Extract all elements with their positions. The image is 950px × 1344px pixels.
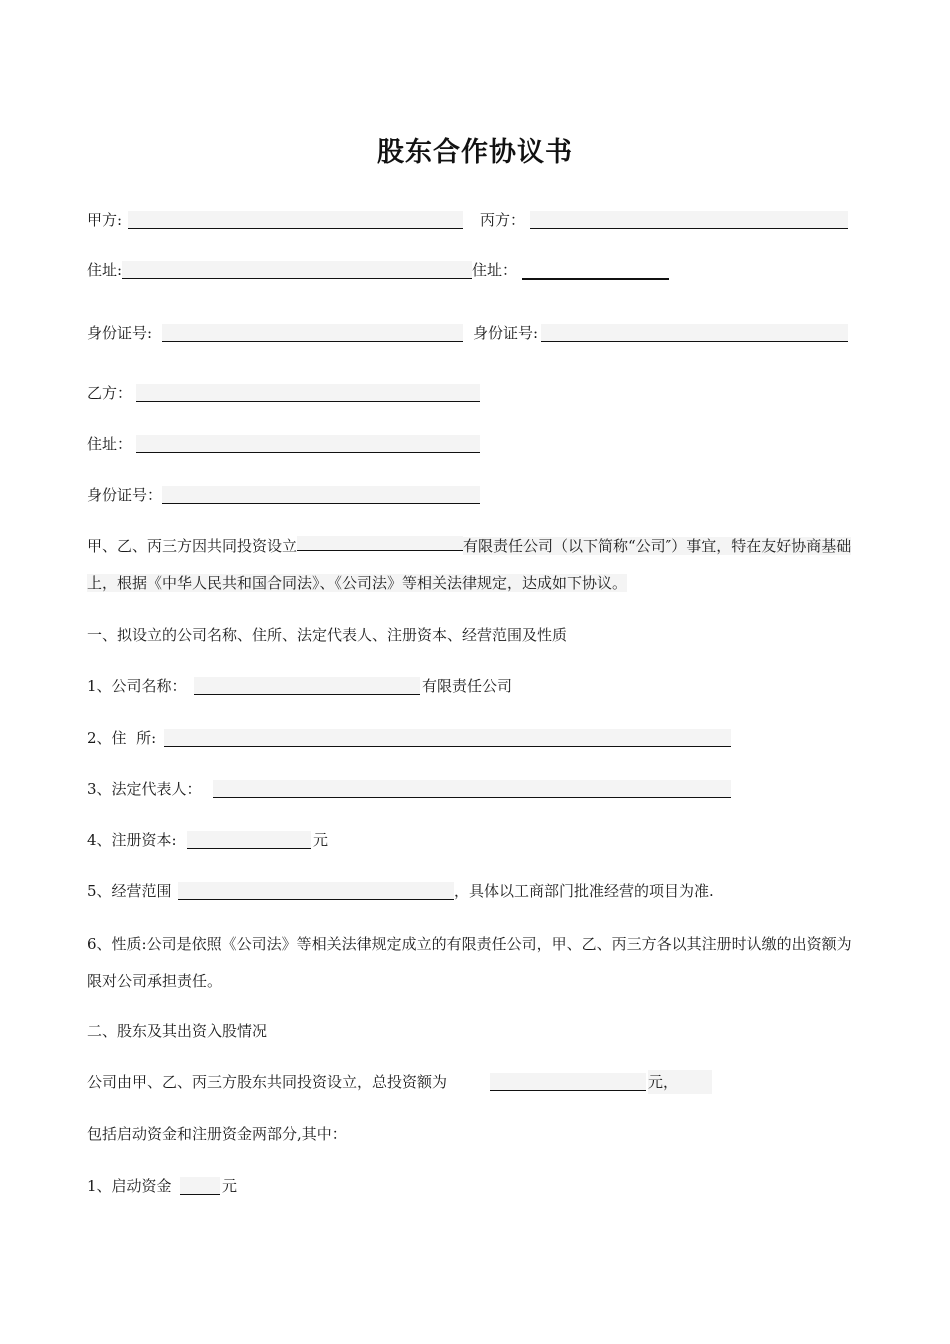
party-c-address-label: 住址： — [472, 261, 518, 279]
party-b-name-field[interactable] — [136, 384, 480, 402]
id-row-a-c — [87, 321, 862, 345]
startup-capital-label: 1、启动资金 — [87, 1177, 172, 1195]
nature-paragraph: 6、性质:公司是依照《公司法》等相关法律规定成立的有限责任公司，甲、乙、丙三方各以其注册时认缴的出资额为限对公司承担责任。 — [87, 935, 852, 990]
total-investment-field[interactable] — [490, 1073, 646, 1091]
document-title: 股东合作协议书 — [377, 137, 573, 168]
registered-capital-row — [87, 828, 387, 852]
company-name-suffix: 有限责任公司 — [422, 677, 513, 695]
company-address-field[interactable] — [164, 729, 731, 747]
party-a-address-label: 住址: — [87, 261, 123, 279]
company-name-blank[interactable] — [297, 536, 463, 551]
business-scope-label: 5、经营范围 — [87, 882, 172, 900]
business-scope-row — [87, 879, 862, 903]
party-b-address-field[interactable] — [136, 435, 480, 453]
registered-capital-field[interactable] — [187, 831, 311, 849]
legal-rep-label: 3、法定代表人： — [87, 780, 202, 798]
company-name-label: 1、公司名称： — [87, 677, 187, 695]
party-b-row — [87, 381, 487, 405]
section1-heading: 一、拟设立的公司名称、住所、法定代表人、注册资本、经营范围及性质 — [87, 626, 568, 644]
startup-capital-suffix: 元 — [222, 1177, 238, 1195]
party-b-address-row — [87, 432, 487, 456]
party-a-id-label: 身份证号: — [87, 324, 153, 342]
party-a-c-row — [87, 208, 862, 232]
business-scope-field[interactable] — [178, 882, 454, 900]
company-address-row — [87, 726, 747, 750]
section2-heading: 二、股东及其出资入股情况 — [87, 1022, 268, 1040]
company-name-field[interactable] — [194, 677, 420, 695]
party-c-label: 丙方： — [480, 211, 526, 229]
intro-paragraph — [87, 528, 862, 602]
party-c-name-field[interactable] — [530, 211, 848, 229]
total-investment-suffix: 元， — [648, 1070, 712, 1094]
party-c-address-field[interactable] — [522, 261, 669, 280]
company-name-row — [87, 674, 587, 698]
party-b-address-label: 住址： — [87, 435, 133, 453]
legal-rep-field[interactable] — [213, 780, 731, 798]
business-scope-suffix: ，具体以工商部门批准经营的项目为准. — [454, 882, 714, 900]
total-investment-label: 公司由甲、乙、丙三方股东共同投资设立，总投资额为 — [87, 1073, 448, 1091]
intro-text-part1: 甲、乙、丙三方因共同投资设立 — [87, 537, 298, 555]
party-b-id-row — [87, 483, 487, 507]
legal-rep-row — [87, 777, 747, 801]
party-a-label: 甲方: — [87, 211, 123, 229]
party-b-id-field[interactable] — [162, 486, 480, 504]
party-a-address-field[interactable] — [122, 261, 472, 279]
party-a-id-field[interactable] — [162, 324, 463, 342]
party-a-name-field[interactable] — [128, 211, 463, 229]
composition-text: 包括启动资金和注册资金两部分,其中： — [87, 1125, 347, 1143]
total-investment-row — [87, 1070, 707, 1094]
registered-capital-suffix: 元 — [313, 831, 329, 849]
party-b-label: 乙方： — [87, 384, 133, 402]
party-c-id-label: 身份证号: — [473, 324, 539, 342]
company-address-label: 2、住 所: — [87, 729, 157, 747]
intro-text-part2: 有限责任公司（以下简称“公司″）事宜，特在友好协商基础上，根据《中华人民共和国合同法》、《公司法》等相关法律规定，达成如下协议。 — [87, 537, 852, 592]
address-row-a-c — [87, 258, 862, 282]
startup-capital-field[interactable] — [180, 1177, 220, 1195]
party-c-id-field[interactable] — [541, 324, 848, 342]
party-b-id-label: 身份证号： — [87, 486, 163, 504]
startup-capital-row — [87, 1174, 287, 1198]
registered-capital-label: 4、注册资本: — [87, 831, 177, 849]
